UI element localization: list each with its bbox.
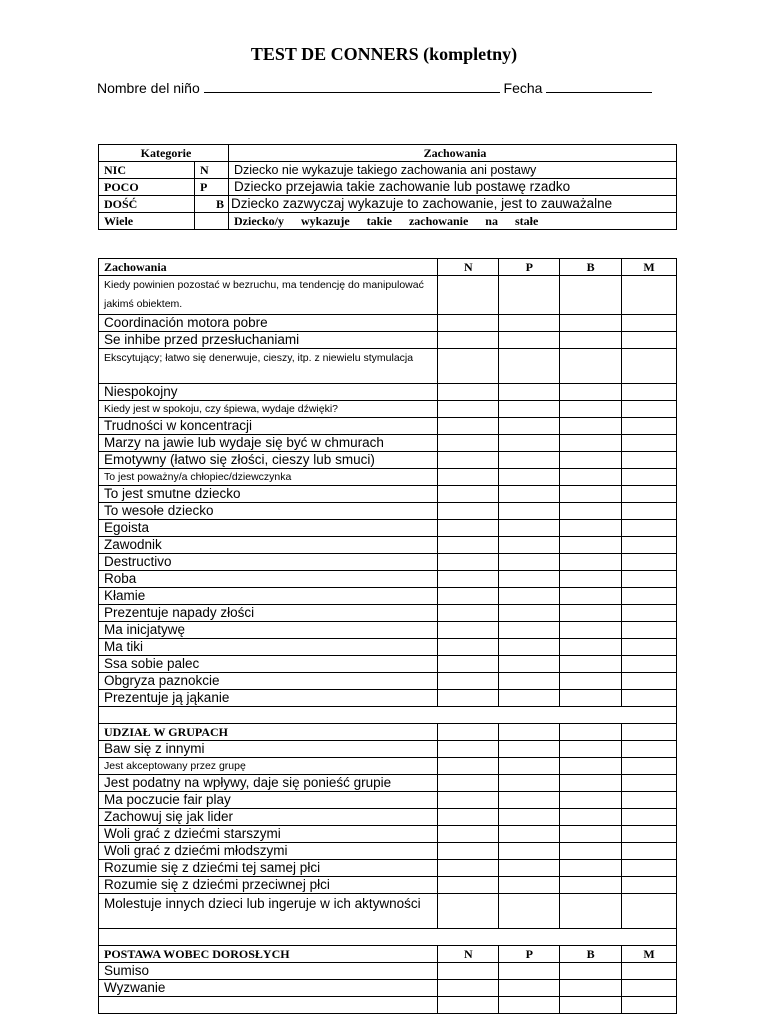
rating-cell[interactable] xyxy=(560,826,622,843)
rating-cell[interactable] xyxy=(499,588,560,605)
behavior-label: Jest podatny na wpływy, daje się ponieść grupie xyxy=(99,775,438,792)
behavior-label: Destructivo xyxy=(99,554,438,571)
legend-category-desc: Dziecko nie wykazuje takiego zachowania ani postawy xyxy=(229,162,677,179)
rating-cell[interactable] xyxy=(438,486,499,503)
rating-cell[interactable] xyxy=(499,452,560,469)
behavior-label: Wyzwanie xyxy=(99,980,438,997)
rating-cell[interactable] xyxy=(499,741,560,758)
groups-header-row xyxy=(99,724,677,741)
groups-header: UDZIAŁ W GRUPACH xyxy=(99,724,438,741)
table-row xyxy=(99,673,677,690)
rating-cell[interactable] xyxy=(622,724,677,741)
legend-header-category: Kategorie xyxy=(99,145,229,162)
rating-cell[interactable] xyxy=(438,503,499,520)
table-row xyxy=(99,860,677,877)
rating-cell[interactable] xyxy=(499,469,560,486)
behavior-label: Prezentuje ją jąkanie xyxy=(99,690,438,707)
column-header-0: N xyxy=(438,259,499,276)
rating-cell[interactable] xyxy=(438,384,499,401)
table-row xyxy=(99,537,677,554)
rating-cell[interactable] xyxy=(560,758,622,775)
rating-cell[interactable] xyxy=(560,809,622,826)
behavior-label: Kiedy powinien pozostać w bezruchu, ma tendencję do manipulować jakimś obiektem. xyxy=(99,276,438,315)
rating-cell[interactable] xyxy=(622,809,677,826)
behavior-label: Woli grać z dziećmi starszymi xyxy=(99,826,438,843)
rating-cell[interactable] xyxy=(438,332,499,349)
rating-cell[interactable] xyxy=(438,401,499,418)
legend-category-name: DOŚĆ xyxy=(99,196,195,213)
column-header-3: M xyxy=(622,259,677,276)
rating-cell[interactable] xyxy=(560,894,622,929)
rating-cell[interactable] xyxy=(560,469,622,486)
rating-cell[interactable] xyxy=(560,332,622,349)
rating-cell[interactable] xyxy=(560,384,622,401)
spacer-row xyxy=(99,707,677,724)
rating-cell[interactable] xyxy=(499,894,560,929)
behavior-label: Coordinación motora pobre xyxy=(99,315,438,332)
table-row xyxy=(99,486,677,503)
rating-cell[interactable] xyxy=(438,894,499,929)
table-row xyxy=(99,332,677,349)
rating-cell[interactable] xyxy=(438,843,499,860)
legend-category-desc: Dziecko przejawia takie zachowanie lub postawę rzadko xyxy=(229,179,677,196)
rating-cell[interactable] xyxy=(499,622,560,639)
table-row xyxy=(99,452,677,469)
rating-cell[interactable] xyxy=(499,537,560,554)
table-row xyxy=(99,384,677,401)
rating-cell[interactable] xyxy=(499,809,560,826)
rating-cell[interactable] xyxy=(622,571,677,588)
rating-cell[interactable] xyxy=(622,741,677,758)
table-row xyxy=(99,418,677,435)
legend-category-name: Wiele xyxy=(99,213,195,230)
rating-cell[interactable] xyxy=(438,980,499,997)
rating-cell[interactable] xyxy=(622,775,677,792)
rating-cell[interactable] xyxy=(438,741,499,758)
table-row xyxy=(99,877,677,894)
rating-cell[interactable] xyxy=(560,418,622,435)
adults-header-row xyxy=(99,946,677,963)
table-row xyxy=(99,622,677,639)
rating-cell[interactable] xyxy=(438,997,499,1014)
behavior-label: Jest akceptowany przez grupę xyxy=(99,758,438,775)
rating-cell[interactable] xyxy=(438,656,499,673)
table-row xyxy=(99,656,677,673)
table-row xyxy=(99,469,677,486)
rating-cell[interactable] xyxy=(622,469,677,486)
legend-category-desc: Dziecko/y wykazuje takie zachowanie na stałe xyxy=(229,213,677,230)
rating-cell[interactable] xyxy=(499,690,560,707)
table-row xyxy=(99,997,677,1014)
rating-cell[interactable] xyxy=(438,349,499,384)
column-header-2: B xyxy=(560,259,622,276)
rating-cell[interactable] xyxy=(438,809,499,826)
behavior-label: Obgryza paznokcie xyxy=(99,673,438,690)
rating-cell[interactable] xyxy=(622,792,677,809)
behavior-label: Niespokojny xyxy=(99,384,438,401)
name-field[interactable] xyxy=(204,91,500,93)
rating-cell[interactable] xyxy=(622,384,677,401)
rating-cell[interactable] xyxy=(622,520,677,537)
rating-cell[interactable] xyxy=(622,622,677,639)
table-row xyxy=(99,554,677,571)
rating-cell[interactable] xyxy=(560,486,622,503)
rating-cell[interactable] xyxy=(622,826,677,843)
behavior-label xyxy=(99,997,438,1014)
rating-cell[interactable] xyxy=(499,554,560,571)
rating-cell[interactable] xyxy=(560,554,622,571)
table-row xyxy=(99,520,677,537)
legend-category-code: N xyxy=(195,162,229,179)
rating-cell[interactable] xyxy=(622,315,677,332)
rating-cell[interactable] xyxy=(560,639,622,656)
rating-cell[interactable] xyxy=(438,792,499,809)
behavior-label: Egoista xyxy=(99,520,438,537)
rating-cell[interactable] xyxy=(438,418,499,435)
behavior-label: Sumiso xyxy=(99,963,438,980)
rating-cell[interactable] xyxy=(622,401,677,418)
table-row xyxy=(99,775,677,792)
behavior-label: Zachowuj się jak lider xyxy=(99,809,438,826)
table-row xyxy=(99,401,677,418)
rating-cell[interactable] xyxy=(438,315,499,332)
rating-cell[interactable] xyxy=(499,520,560,537)
behavior-label: Trudności w koncentracji xyxy=(99,418,438,435)
rating-cell[interactable] xyxy=(560,673,622,690)
legend-category-code: B xyxy=(195,196,229,213)
rating-cell[interactable] xyxy=(560,860,622,877)
behavior-label: Ma tiki xyxy=(99,639,438,656)
rating-cell[interactable] xyxy=(560,401,622,418)
name-label: Nombre del niño xyxy=(97,80,200,96)
rating-cell[interactable] xyxy=(438,724,499,741)
column-header-2: B xyxy=(560,946,622,963)
rating-cell[interactable] xyxy=(622,656,677,673)
rating-cell[interactable] xyxy=(622,332,677,349)
rating-cell[interactable] xyxy=(560,997,622,1014)
date-label: Fecha xyxy=(503,80,543,96)
rating-cell[interactable] xyxy=(560,276,622,315)
rating-cell[interactable] xyxy=(622,860,677,877)
behavior-label: Molestuje innych dzieci lub ingeruje w ich aktywności xyxy=(99,894,438,929)
rating-cell[interactable] xyxy=(499,571,560,588)
rating-cell[interactable] xyxy=(560,605,622,622)
name-date-line xyxy=(97,80,652,96)
legend-category-desc: Dziecko zazwyczaj wykazuje to zachowanie, jest to zauważalne xyxy=(229,196,677,213)
rating-cell[interactable] xyxy=(438,605,499,622)
table-row xyxy=(99,826,677,843)
rating-cell[interactable] xyxy=(560,435,622,452)
rating-cell[interactable] xyxy=(438,963,499,980)
rating-cell[interactable] xyxy=(622,418,677,435)
rating-cell[interactable] xyxy=(499,401,560,418)
rating-cell[interactable] xyxy=(622,843,677,860)
rating-cell[interactable] xyxy=(499,997,560,1014)
rating-cell[interactable] xyxy=(499,349,560,384)
behavior-label: To jest smutne dziecko xyxy=(99,486,438,503)
behavior-label: Rozumie się z dziećmi przeciwnej płci xyxy=(99,877,438,894)
rating-cell[interactable] xyxy=(560,315,622,332)
rating-cell[interactable] xyxy=(438,758,499,775)
table-row xyxy=(99,792,677,809)
rating-cell[interactable] xyxy=(438,877,499,894)
table-row xyxy=(99,843,677,860)
rating-cell[interactable] xyxy=(560,877,622,894)
rating-cell[interactable] xyxy=(438,775,499,792)
rating-cell[interactable] xyxy=(499,315,560,332)
behaviors-header: Zachowania xyxy=(99,259,438,276)
behavior-label: To wesołe dziecko xyxy=(99,503,438,520)
rating-cell[interactable] xyxy=(622,639,677,656)
rating-cell[interactable] xyxy=(438,826,499,843)
rating-cell[interactable] xyxy=(499,843,560,860)
table-row xyxy=(99,571,677,588)
rating-cell[interactable] xyxy=(622,554,677,571)
rating-cell[interactable] xyxy=(622,980,677,997)
table-row xyxy=(99,741,677,758)
rating-cell[interactable] xyxy=(438,554,499,571)
rating-cell[interactable] xyxy=(622,894,677,929)
column-header-3: M xyxy=(622,946,677,963)
rating-cell[interactable] xyxy=(622,877,677,894)
behaviors-header-row xyxy=(99,259,677,276)
rating-cell[interactable] xyxy=(560,775,622,792)
rating-cell[interactable] xyxy=(438,276,499,315)
behavior-label: Ekscytujący; łatwo się denerwuje, cieszy, itp. z niewielu stymulacja xyxy=(99,349,438,384)
rating-cell[interactable] xyxy=(622,758,677,775)
rating-cell[interactable] xyxy=(499,276,560,315)
rating-cell[interactable] xyxy=(560,963,622,980)
spacer-cell xyxy=(99,707,677,724)
rating-cell[interactable] xyxy=(438,639,499,656)
behavior-label: To jest poważny/a chłopiec/dziewczynka xyxy=(99,469,438,486)
behavior-label: Se inhibe przed przesłuchaniami xyxy=(99,332,438,349)
rating-cell[interactable] xyxy=(560,656,622,673)
rating-cell[interactable] xyxy=(560,452,622,469)
legend-table xyxy=(98,144,677,230)
rating-cell[interactable] xyxy=(499,332,560,349)
table-row xyxy=(99,963,677,980)
behavior-label: Ma poczucie fair play xyxy=(99,792,438,809)
behavior-label: Kłamie xyxy=(99,588,438,605)
behavior-label: Ma inicjatywę xyxy=(99,622,438,639)
rating-cell[interactable] xyxy=(560,349,622,384)
behavior-label: Rozumie się z dziećmi tej samej płci xyxy=(99,860,438,877)
table-row xyxy=(99,315,677,332)
rating-cell[interactable] xyxy=(438,690,499,707)
table-row xyxy=(99,758,677,775)
rating-cell[interactable] xyxy=(622,963,677,980)
rating-cell[interactable] xyxy=(622,503,677,520)
date-field[interactable] xyxy=(546,91,652,93)
rating-cell[interactable] xyxy=(622,435,677,452)
column-header-1: P xyxy=(499,946,560,963)
adults-header: POSTAWA WOBEC DOROSŁYCH xyxy=(99,946,438,963)
column-header-0: N xyxy=(438,946,499,963)
rating-cell[interactable] xyxy=(499,605,560,622)
behavior-label: Baw się z innymi xyxy=(99,741,438,758)
behavior-table xyxy=(98,258,677,1014)
rating-cell[interactable] xyxy=(499,724,560,741)
behavior-label: Roba xyxy=(99,571,438,588)
table-row xyxy=(99,894,677,929)
rating-cell[interactable] xyxy=(560,843,622,860)
behavior-label: Marzy na jawie lub wydaje się być w chmurach xyxy=(99,435,438,452)
legend-category-code: P xyxy=(195,179,229,196)
rating-cell[interactable] xyxy=(438,435,499,452)
behavior-label: Zawodnik xyxy=(99,537,438,554)
rating-cell[interactable] xyxy=(560,588,622,605)
rating-cell[interactable] xyxy=(499,435,560,452)
rating-cell[interactable] xyxy=(499,418,560,435)
rating-cell[interactable] xyxy=(438,571,499,588)
rating-cell[interactable] xyxy=(560,792,622,809)
rating-cell[interactable] xyxy=(560,520,622,537)
table-row xyxy=(99,503,677,520)
table-row xyxy=(99,639,677,656)
page-title: TEST DE CONNERS (kompletny) xyxy=(250,44,518,64)
behavior-label: Woli grać z dziećmi młodszymi xyxy=(99,843,438,860)
rating-cell[interactable] xyxy=(499,503,560,520)
rating-cell[interactable] xyxy=(560,571,622,588)
rating-cell[interactable] xyxy=(560,622,622,639)
rating-cell[interactable] xyxy=(499,384,560,401)
rating-cell[interactable] xyxy=(438,860,499,877)
rating-cell[interactable] xyxy=(499,673,560,690)
rating-cell[interactable] xyxy=(622,537,677,554)
behavior-label: Kiedy jest w spokoju, czy śpiewa, wydaje dźwięki? xyxy=(99,401,438,418)
table-row xyxy=(99,349,677,384)
table-row xyxy=(99,605,677,622)
behavior-label: Emotywny (łatwo się złości, cieszy lub smuci) xyxy=(99,452,438,469)
rating-cell[interactable] xyxy=(622,486,677,503)
table-row xyxy=(99,588,677,605)
rating-cell[interactable] xyxy=(622,452,677,469)
rating-cell[interactable] xyxy=(499,639,560,656)
rating-cell[interactable] xyxy=(438,673,499,690)
rating-cell[interactable] xyxy=(438,588,499,605)
rating-cell[interactable] xyxy=(499,792,560,809)
rating-cell[interactable] xyxy=(560,690,622,707)
table-row xyxy=(99,809,677,826)
rating-cell[interactable] xyxy=(560,724,622,741)
legend-category-name: POCO xyxy=(99,179,195,196)
rating-cell[interactable] xyxy=(622,349,677,384)
rating-cell[interactable] xyxy=(622,276,677,315)
rating-cell[interactable] xyxy=(499,860,560,877)
rating-cell[interactable] xyxy=(499,656,560,673)
rating-cell[interactable] xyxy=(560,980,622,997)
behavior-label: Ssa sobie palec xyxy=(99,656,438,673)
behavior-label: Prezentuje napady złości xyxy=(99,605,438,622)
rating-cell[interactable] xyxy=(622,588,677,605)
table-row xyxy=(99,980,677,997)
spacer-cell xyxy=(99,929,677,946)
legend-category-code xyxy=(195,213,229,230)
rating-cell[interactable] xyxy=(438,537,499,554)
rating-cell[interactable] xyxy=(560,741,622,758)
rating-cell[interactable] xyxy=(438,622,499,639)
legend-header-behavior: Zachowania xyxy=(229,145,677,162)
rating-cell[interactable] xyxy=(499,980,560,997)
column-header-1: P xyxy=(499,259,560,276)
table-row xyxy=(99,435,677,452)
rating-cell[interactable] xyxy=(499,758,560,775)
spacer-row xyxy=(99,929,677,946)
rating-cell[interactable] xyxy=(622,690,677,707)
rating-cell[interactable] xyxy=(622,605,677,622)
table-row xyxy=(99,276,677,315)
rating-cell[interactable] xyxy=(499,963,560,980)
rating-cell[interactable] xyxy=(560,503,622,520)
rating-cell[interactable] xyxy=(499,486,560,503)
rating-cell[interactable] xyxy=(622,673,677,690)
table-row xyxy=(99,690,677,707)
rating-cell[interactable] xyxy=(499,826,560,843)
legend-category-name: NIC xyxy=(99,162,195,179)
rating-cell[interactable] xyxy=(622,997,677,1014)
rating-cell[interactable] xyxy=(438,520,499,537)
rating-cell[interactable] xyxy=(499,877,560,894)
rating-cell[interactable] xyxy=(560,537,622,554)
rating-cell[interactable] xyxy=(499,775,560,792)
rating-cell[interactable] xyxy=(438,452,499,469)
rating-cell[interactable] xyxy=(438,469,499,486)
